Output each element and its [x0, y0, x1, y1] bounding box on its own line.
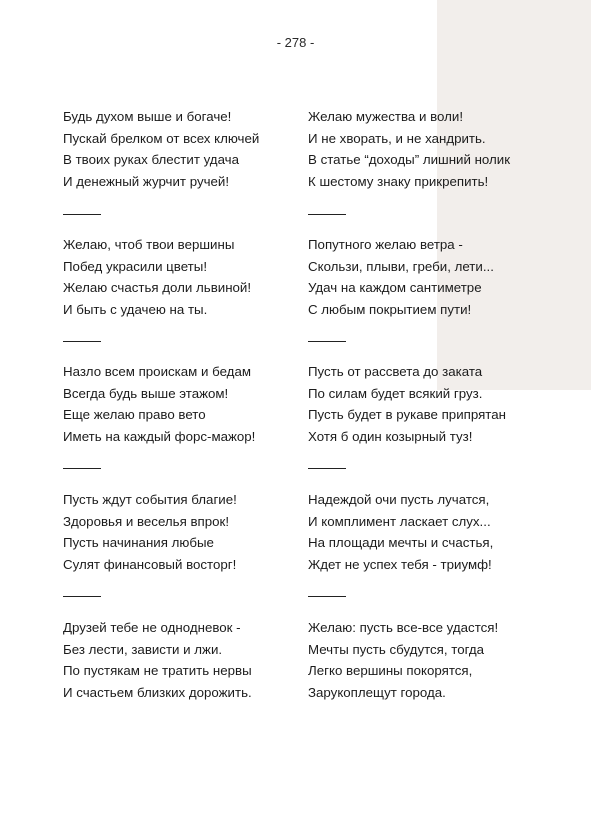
- poem-line: Мечты пусть сбудутся, тогда: [308, 641, 485, 657]
- poem-line: Без лести, зависти и лжи.: [63, 641, 223, 657]
- left-stanza-divider: [63, 468, 101, 469]
- decorative-accent-block: [437, 0, 591, 390]
- poem-line: В твоих руках блестит удача: [63, 152, 239, 167]
- poem-line: Пусть начинания любые: [63, 535, 214, 550]
- left-stanza-divider: [63, 214, 101, 215]
- right-stanza-5: [308, 617, 568, 703]
- poem-line: Зарукоплещут города.: [308, 684, 446, 700]
- poem-line: И денежный журчит ручей!: [63, 173, 230, 189]
- poem-line: Легко вершины покорятся,: [308, 663, 473, 678]
- poem-line: Желаю: пусть все-все удастся!: [308, 620, 499, 635]
- poem-line: К шестому знаку прикрепить!: [308, 173, 489, 189]
- poem-line: На площади мечты и счастья,: [308, 535, 494, 550]
- poem-line: Надеждой очи пусть лучатся,: [308, 492, 490, 507]
- right-stanza-divider: [308, 341, 346, 342]
- poem-line: Здоровья и веселья впрок!: [63, 513, 230, 529]
- poem-line: Пусть ждут события благие!: [63, 492, 237, 507]
- poem-line: Желаю, чтоб твои вершины: [63, 237, 235, 252]
- poem-line: И счастьем близких дорожить.: [63, 684, 252, 700]
- poem-line: Друзей тебе не однодневок -: [63, 620, 241, 635]
- left-stanza-divider: [63, 596, 101, 597]
- left-stanza-5: [63, 617, 323, 703]
- right-stanza-4: [308, 489, 568, 575]
- poem-line: По силам будет всякий груз.: [308, 385, 483, 401]
- left-stanza-divider: [63, 341, 101, 342]
- poem-line: Пусть от рассвета до заката: [308, 364, 483, 379]
- poem-line: Иметь на каждый форс-мажор!: [63, 428, 256, 444]
- left-stanza-3: [63, 361, 323, 447]
- poem-line: Еще желаю право вето: [63, 407, 206, 422]
- poem-line: Желаю счастья доли львиной!: [63, 280, 252, 295]
- poem-line: Пускай брелком от всех ключей: [63, 130, 260, 146]
- right-stanza-divider: [308, 214, 346, 215]
- poem-line: Скользи, плыви, греби, лети...: [308, 258, 494, 274]
- poem-line: Хотя б один козырный туз!: [308, 428, 473, 444]
- poem-line: По пустякам не тратить нервы: [63, 663, 252, 678]
- poem-line: И комплимент ласкает слух...: [308, 513, 491, 529]
- poem-line: Пусть будет в рукаве припрятан: [308, 407, 506, 422]
- poem-line: Удач на каждом сантиметре: [308, 280, 482, 295]
- right-stanza-1: [308, 106, 568, 192]
- poem-line: Назло всем проискам и бедам: [63, 364, 251, 379]
- poem-line: И не хворать, и не хандрить.: [308, 130, 486, 146]
- right-stanza-3: [308, 361, 568, 447]
- left-stanza-4: [63, 489, 323, 575]
- poem-line: Попутного желаю ветра -: [308, 237, 463, 252]
- page-number: - 278 -: [276, 35, 315, 50]
- poem-line: И быть с удачею на ты.: [63, 301, 208, 317]
- poem-line: Побед украсили цветы!: [63, 258, 208, 274]
- right-stanza-divider: [308, 468, 346, 469]
- poem-line: В статье “доходы” лишний нолик: [308, 152, 511, 167]
- poem-line: Желаю мужества и воли!: [308, 109, 464, 124]
- left-stanza-1: [63, 106, 323, 192]
- poem-line: Будь духом выше и богаче!: [63, 109, 232, 124]
- left-stanza-2: [63, 234, 323, 320]
- right-stanza-2: [308, 234, 568, 320]
- right-stanza-divider: [308, 596, 346, 597]
- poem-line: Всегда будь выше этажом!: [63, 385, 229, 401]
- poem-line: Сулят финансовый восторг!: [63, 556, 237, 572]
- poem-line: С любым покрытием пути!: [308, 301, 472, 317]
- poem-line: Ждет не успех тебя - триумф!: [308, 556, 492, 572]
